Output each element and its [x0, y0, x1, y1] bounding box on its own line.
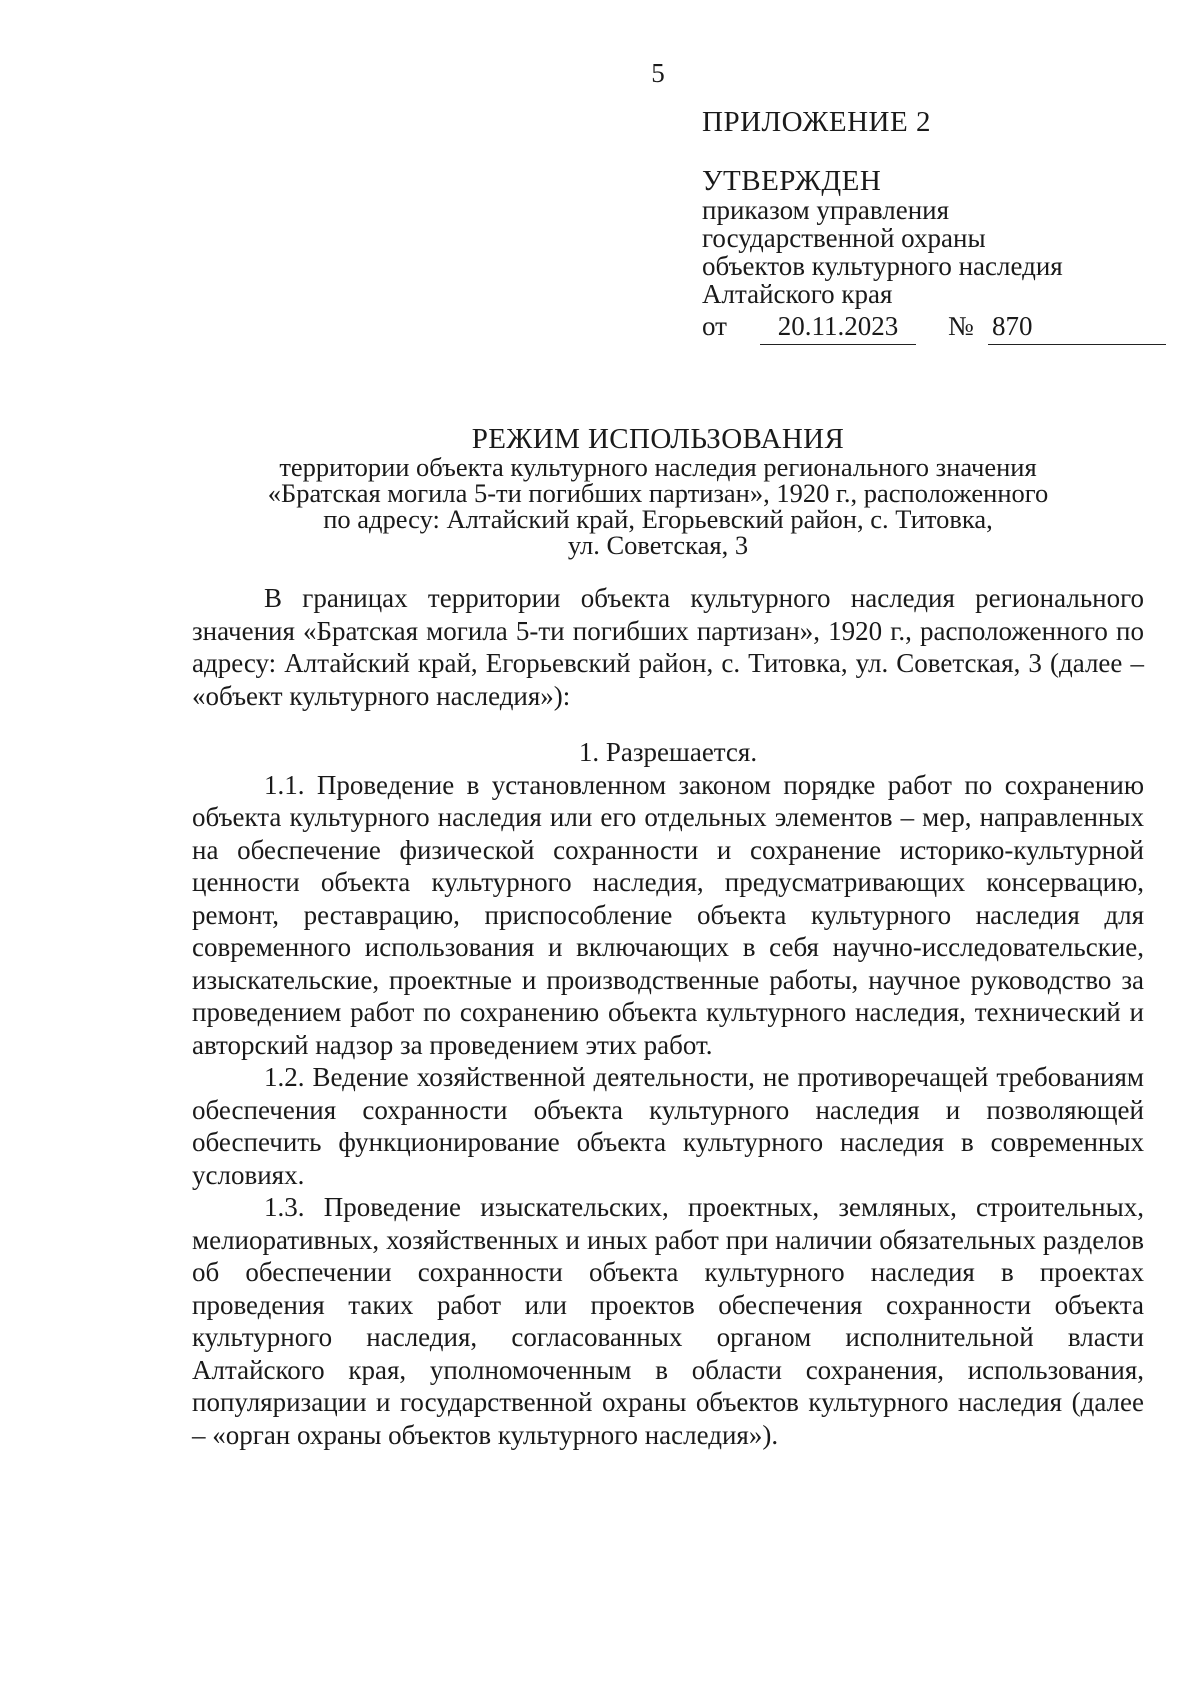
intro-paragraph: В границах территории объекта культурного наследия регионального значения «Братская могила 5-ти погибших партизан», 1920 г., расположенного по адресу: Алтайский край, Егорьевский район, с. Титовка, ул. Советская, 3 (далее – «объект культурного наследия»): [192, 583, 1144, 711]
title-line: «Братская могила 5-ти погибших партизан», 1920 г., расположенного [267, 478, 1049, 508]
approved-label: УТВЕРЖДЕН [702, 165, 882, 197]
approval-line: приказом управления [702, 195, 950, 225]
order-number: 870 [988, 312, 1166, 345]
appendix-label: ПРИЛОЖЕНИЕ 2 [702, 106, 931, 138]
document-body [192, 582, 1144, 1451]
title-line: территории объекта культурного наследия регионального значения [279, 452, 1037, 482]
page-number: 5 [651, 58, 665, 88]
number-label: № [948, 311, 974, 341]
from-label: от [702, 311, 727, 341]
approval-line: Алтайского края [702, 279, 893, 309]
clause-1-2: 1.2. Ведение хозяйственной деятельности, не противоречащей требованиям обеспечения сохранности объекта культурного наследия и позволяющей обеспечить функционирование объекта культурного наследия в современных условиях. [192, 1062, 1144, 1190]
clause-1-1: 1.1. Проведение в установленном законом порядке работ по сохранению объекта культурного наследия или его отдельных элементов – мер, направленных на обеспечение физической сохранности и сохранение историко-культурной ценности объекта культурного наследия, предусматривающих консервацию, ремонт, реставрацию, приспособление объекта культурного наследия для современного использования и включающих в себя научно-исследовательские, изыскательские, проектные и производственные работы, научное руководство за проведением работ по сохранению объекта культурного наследия, технический и авторский надзор за проведением этих работ. [192, 769, 1144, 1060]
document-title [200, 424, 1116, 558]
section-heading: 1. Разрешается. [578, 737, 758, 767]
order-date: 20.11.2023 [760, 312, 916, 345]
approval-block [702, 108, 1162, 350]
clause-1-3: 1.3. Проведение изыскательских, проектных, земляных, строительных, мелиоративных, хозяйственных и иных работ при наличии обязательных разделов об обеспечении сохранности объекта культурного наследия в проектах проведения таких работ или проектов обеспечения сохранности объекта культурного наследия, согласованных органом исполнительной власти Алтайского края, уполномоченным в области сохранения, использования, популяризации и государственной охраны объектов культурного наследия (далее – «орган охраны объектов культурного наследия»). [192, 1192, 1144, 1450]
title-line: ул. Советская, 3 [567, 530, 749, 560]
approval-line: объектов культурного наследия [702, 251, 1063, 281]
title-main: РЕЖИМ ИСПОЛЬЗОВАНИЯ [471, 423, 845, 455]
title-line: по адресу: Алтайский край, Егорьевский район, с. Титовка, [323, 504, 993, 534]
approval-line: государственной охраны [702, 223, 986, 253]
order-details [702, 312, 1162, 350]
